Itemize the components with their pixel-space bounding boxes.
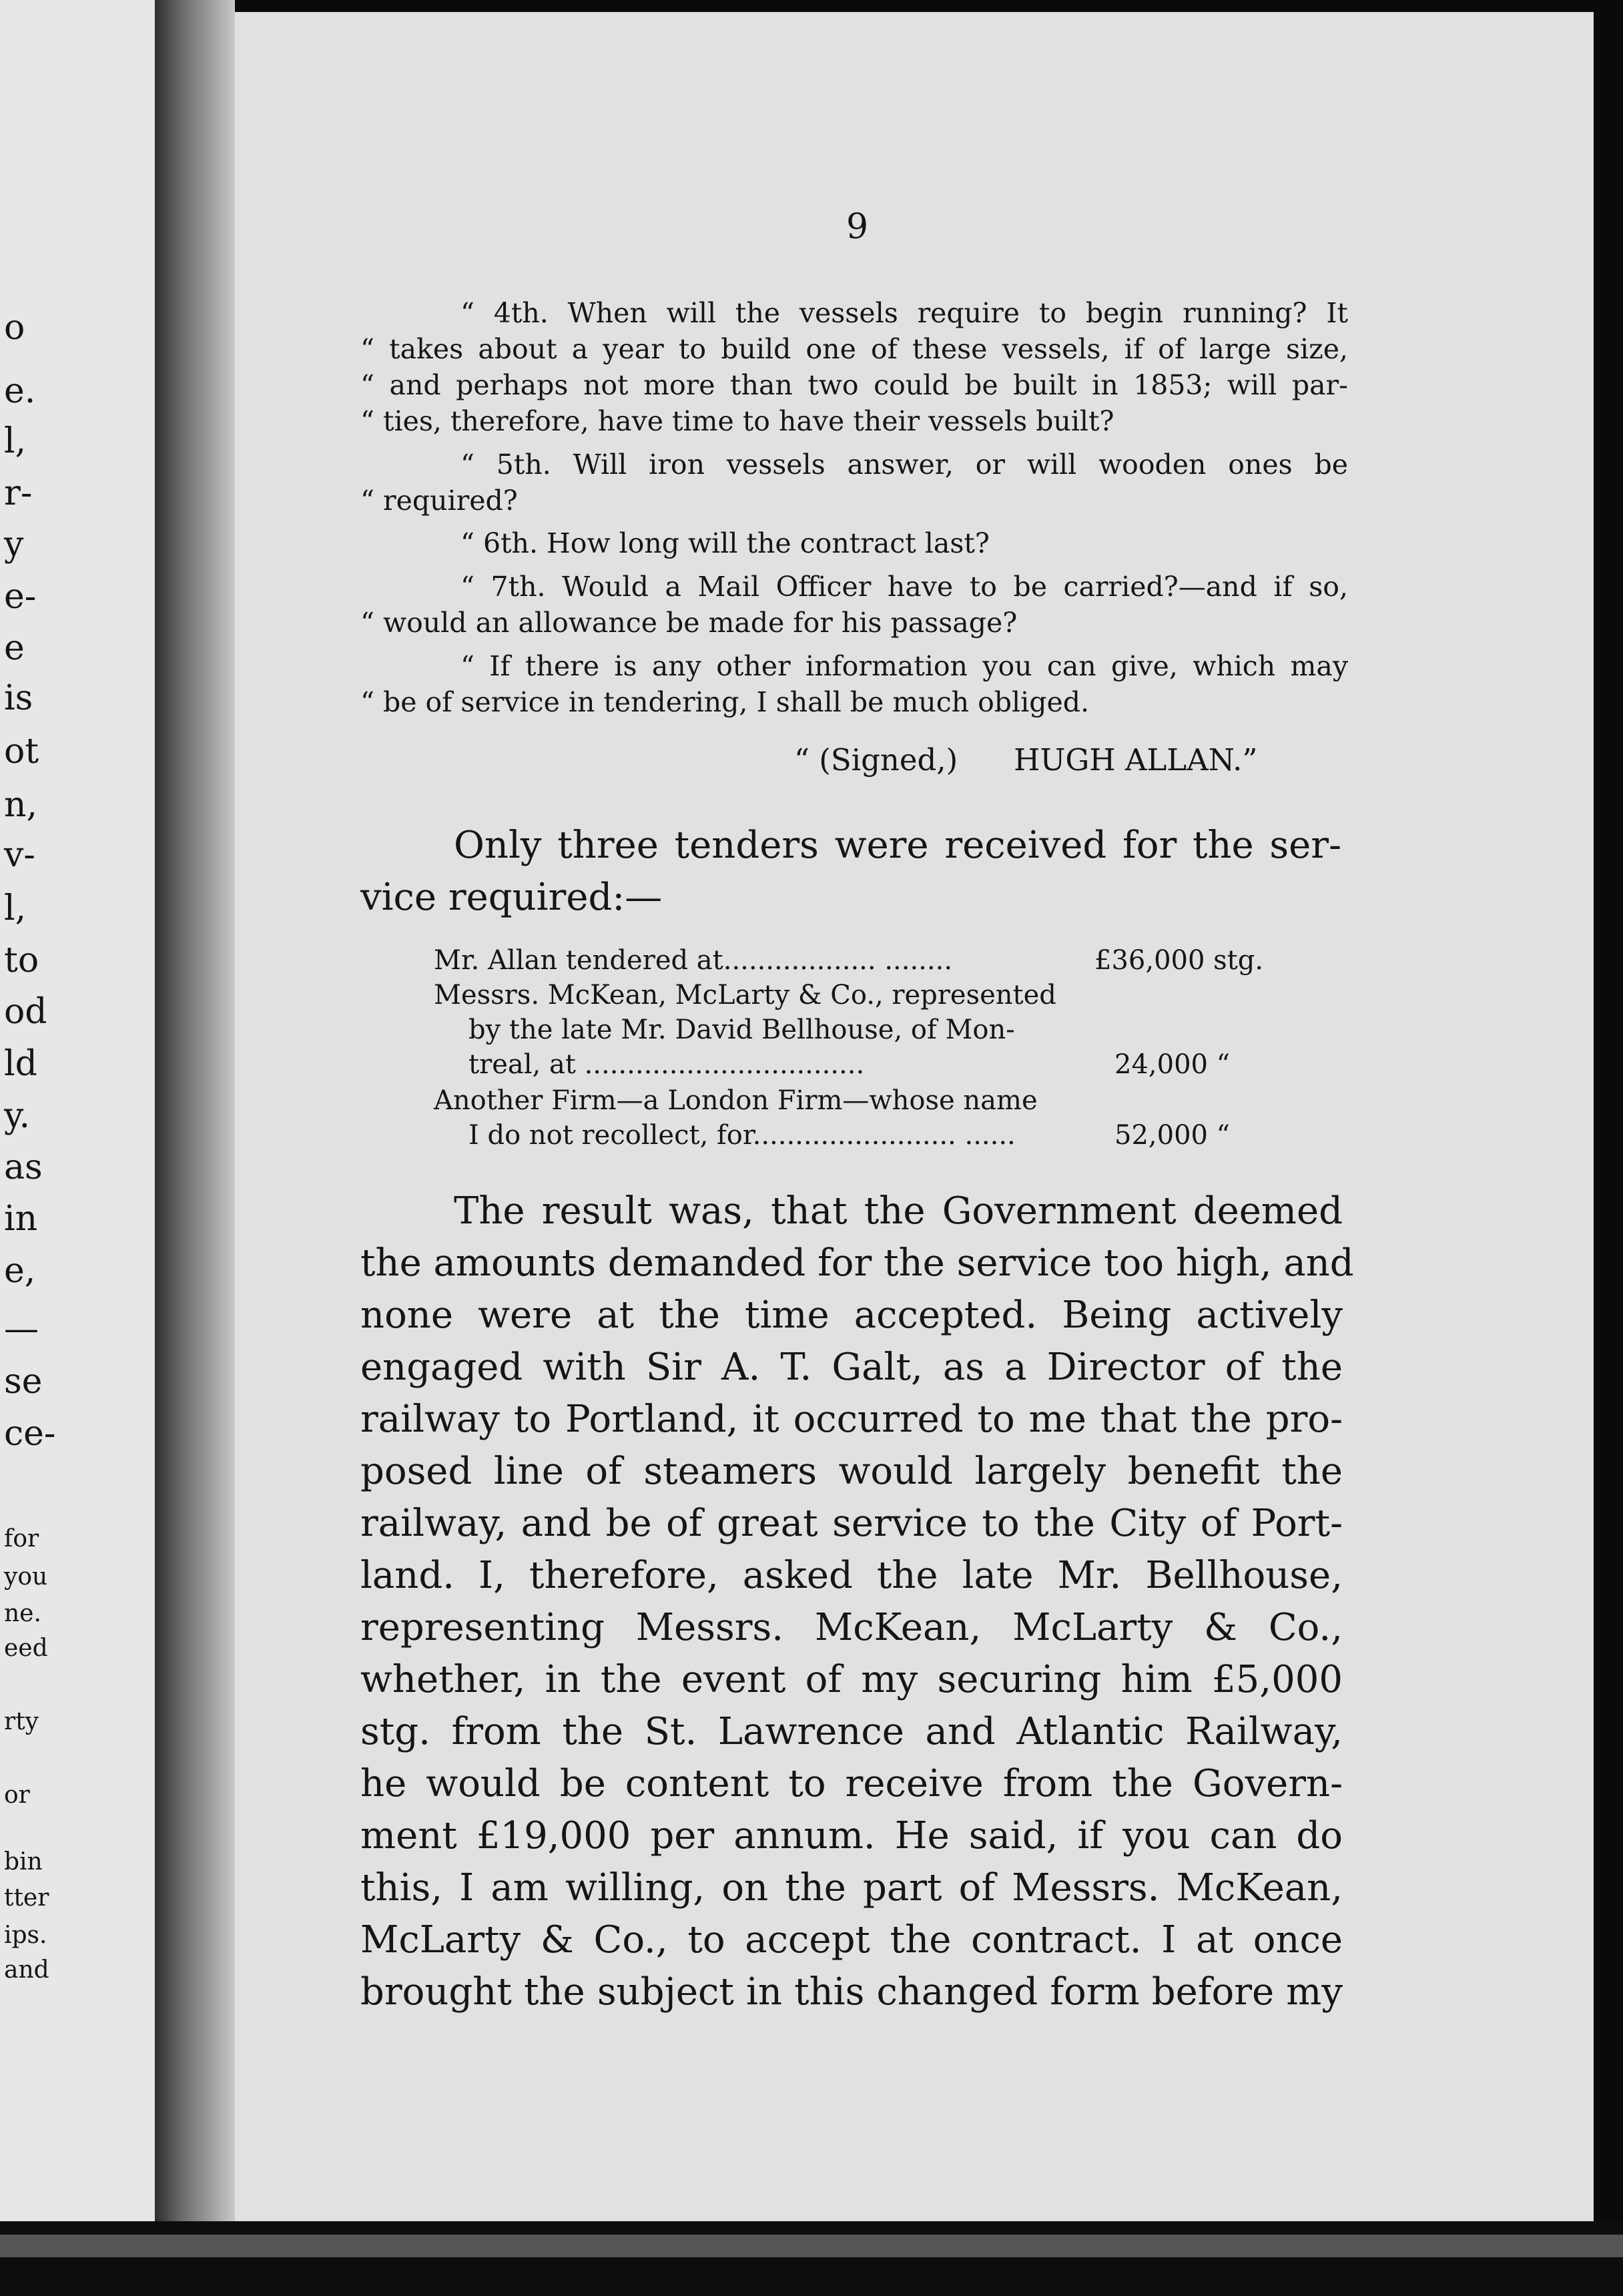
left-page-text-fragment: r- [4,473,33,513]
result-line: brought the subject in this changed form before my [360,1970,1343,2014]
letter-question-line: “ and perhaps not more than two could be built in 1853; will par- [360,369,1348,401]
left-page-text-fragment: eed [4,1635,48,1662]
letter-question-line: “ 6th. How long will the contract last? [460,527,990,559]
left-page-text-fragment: e. [4,371,36,411]
tender-description: treal, at ................................. [468,1049,865,1080]
book-gutter [155,0,235,2243]
tender-description: Another Firm—a London Firm—whose name [434,1085,1038,1116]
left-page-text-fragment: e [4,628,25,668]
result-line: McLarty & Co., to accept the contract. I at once [360,1918,1343,1962]
letter-question-line: “ required? [360,485,518,517]
letter-question-line: “ would an allowance be made for his passage? [360,607,1018,639]
left-page-fragment [0,0,155,2243]
intro-line: vice required:— [360,876,663,919]
left-page-text-fragment: is [4,678,33,718]
tender-description: by the late Mr. David Bellhouse, of Mon- [468,1015,1015,1045]
left-page-text-fragment: ips. [4,1922,47,1949]
left-page-text-fragment: in [4,1199,38,1239]
left-page-text-fragment: y. [4,1096,30,1136]
tender-description: I do not recollect, for........................ ...... [468,1120,1016,1151]
left-page-text-fragment: l, [4,888,27,928]
result-line: representing Messrs. McKean, McLarty & Co., [360,1606,1343,1649]
left-page-text-fragment: to [4,940,39,980]
left-page-text-fragment: ne. [4,1600,41,1627]
letter-question-line: “ 4th. When will the vessels require to begin running? It [460,297,1348,329]
result-line: posed line of steamers would largely benefit the [360,1450,1343,1493]
left-page-text-fragment: o [4,308,25,348]
left-page-text-fragment: bin [4,1848,43,1876]
result-line: the amounts demanded for the service too high, and [360,1241,1354,1285]
left-page-text-fragment: ce- [4,1414,56,1454]
result-line: this, I am willing, on the part of Messrs. McKean, [360,1866,1343,1910]
letter-question-line: “ takes about a year to build one of these vessels, if of large size, [360,333,1348,365]
intro-line: Only three tenders were received for the ser- [454,824,1341,867]
left-page-text-fragment: you [4,1563,48,1591]
result-line: engaged with Sir A. T. Galt, as a Director of the [360,1346,1343,1389]
result-line: railway, and be of great service to the City of Port- [360,1502,1343,1545]
signer-name: HUGH ALLAN.” [1014,742,1258,778]
signed-label: “ (Signed,) [794,742,958,778]
left-page-text-fragment: tter [4,1884,49,1912]
result-line: land. I, therefore, asked the late Mr. Bellhouse, [360,1554,1343,1597]
letter-question-line: “ If there is any other information you can give, which may [460,650,1348,682]
left-page-text-fragment: rty [4,1708,39,1735]
left-page-text-fragment: and [4,1956,49,1984]
result-line: whether, in the event of my securing him £5,000 [360,1658,1343,1701]
result-line: none were at the time accepted. Being actively [360,1294,1343,1337]
tender-amount: 52,000 “ [1114,1120,1231,1151]
left-page-text-fragment: v- [4,835,35,875]
left-page-text-fragment: for [4,1525,39,1552]
left-page-text-fragment: as [4,1147,43,1187]
result-line: ment £19,000 per annum. He said, if you can do [360,1814,1343,1857]
left-page-text-fragment: od [4,992,47,1032]
page-number: 9 [846,207,869,247]
result-line: stg. from the St. Lawrence and Atlantic Railway, [360,1710,1343,1753]
left-page-text-fragment: ld [4,1044,37,1084]
scan-bottom-edge [0,2221,1623,2296]
scan-right-edge [1594,0,1623,2296]
tender-description: Messrs. McKean, McLarty & Co., represented [434,980,1056,1011]
signature-line [794,742,1257,778]
left-page-text-fragment: e, [4,1251,36,1291]
left-page-text-fragment: se [4,1362,43,1402]
letter-question-line: “ 7th. Would a Mail Officer have to be carried?—and if so, [460,571,1348,603]
left-page-text-fragment: l, [4,421,27,461]
tender-description: Mr. Allan tendered at.................. ........ [434,945,953,976]
left-page-text-fragment: y [4,525,24,565]
result-line: he would be content to receive from the Govern- [360,1762,1343,1805]
left-page-text-fragment: or [4,1781,30,1809]
left-page-text-fragment: — [4,1309,39,1349]
result-line: The result was, that the Government deemed [454,1189,1343,1233]
left-page-text-fragment: e- [4,577,37,617]
left-page-text-fragment: ot [4,732,39,772]
left-page-text-fragment: n, [4,785,38,825]
result-line: railway to Portland, it occurred to me that the pro- [360,1398,1343,1441]
tender-amount: £36,000 stg. [1094,945,1264,976]
letter-question-line: “ be of service in tendering, I shall be much obliged. [360,686,1090,718]
tender-amount: 24,000 “ [1114,1049,1231,1080]
letter-question-line: “ 5th. Will iron vessels answer, or will wooden ones be [460,449,1348,481]
letter-question-line: “ ties, therefore, have time to have their vessels built? [360,405,1114,437]
